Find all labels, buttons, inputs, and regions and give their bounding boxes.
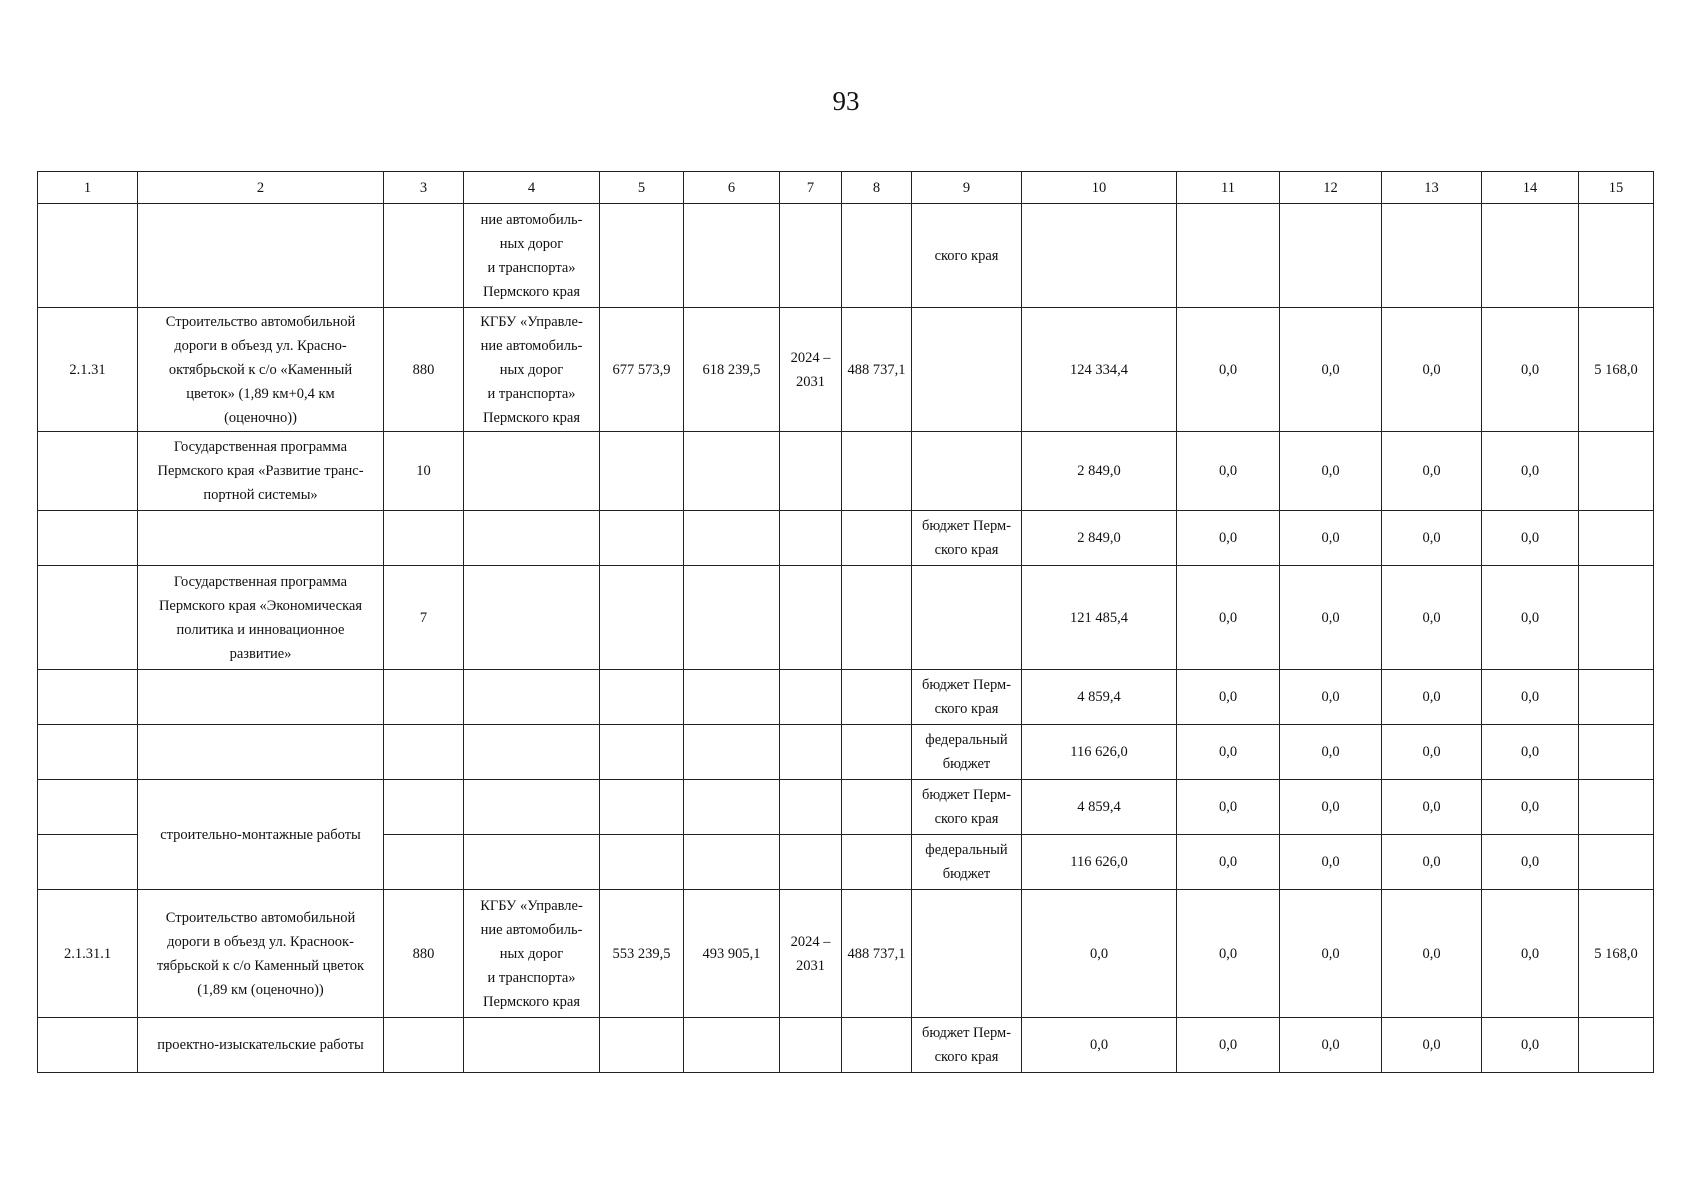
cell-col-10: 0,0 — [1022, 890, 1177, 1018]
cell-col-1 — [38, 670, 138, 725]
cell-col-7 — [780, 1018, 842, 1073]
cell-col-12: 0,0 — [1280, 566, 1382, 670]
table-row — [38, 670, 1654, 725]
cell-col-6 — [684, 511, 780, 566]
table-row — [38, 566, 1654, 670]
cell-col-6 — [684, 1018, 780, 1073]
cell-col-5: 677 573,9 — [600, 308, 684, 432]
cell-col-12: 0,0 — [1280, 670, 1382, 725]
cell-col-10: 2 849,0 — [1022, 511, 1177, 566]
column-header: 11 — [1177, 172, 1280, 204]
cell-col-12: 0,0 — [1280, 432, 1382, 511]
column-header: 12 — [1280, 172, 1382, 204]
cell-col-7 — [780, 670, 842, 725]
cell-col-6: 493 905,1 — [684, 890, 780, 1018]
cell-col-5 — [600, 1018, 684, 1073]
cell-col-9: бюджет Перм- ского края — [912, 1018, 1022, 1073]
cell-col-3 — [384, 780, 464, 835]
cell-col-12: 0,0 — [1280, 1018, 1382, 1073]
cell-col-9: бюджет Перм- ского края — [912, 670, 1022, 725]
cell-col-15 — [1579, 204, 1654, 308]
cell-col-4 — [464, 1018, 600, 1073]
cell-col-5 — [600, 432, 684, 511]
cell-col-7 — [780, 511, 842, 566]
column-header: 13 — [1382, 172, 1482, 204]
cell-col-3 — [384, 1018, 464, 1073]
cell-col-11: 0,0 — [1177, 1018, 1280, 1073]
cell-col-8 — [842, 204, 912, 308]
cell-col-1 — [38, 511, 138, 566]
cell-col-9: бюджет Перм- ского края — [912, 780, 1022, 835]
cell-col-9 — [912, 566, 1022, 670]
cell-col-2 — [138, 204, 384, 308]
cell-col-5 — [600, 204, 684, 308]
table-row — [38, 204, 1654, 308]
cell-col-13: 0,0 — [1382, 725, 1482, 780]
cell-col-5 — [600, 780, 684, 835]
column-header: 6 — [684, 172, 780, 204]
cell-col-6 — [684, 725, 780, 780]
cell-col-12: 0,0 — [1280, 780, 1382, 835]
cell-col-1: 2.1.31 — [38, 308, 138, 432]
cell-col-3: 880 — [384, 308, 464, 432]
cell-col-14: 0,0 — [1482, 835, 1579, 890]
cell-col-14: 0,0 — [1482, 308, 1579, 432]
cell-col-7: 2024 – 2031 — [780, 308, 842, 432]
cell-col-7 — [780, 432, 842, 511]
cell-col-3: 7 — [384, 566, 464, 670]
cell-col-1 — [38, 432, 138, 511]
cell-col-9: ского края — [912, 204, 1022, 308]
cell-col-7 — [780, 780, 842, 835]
cell-col-7 — [780, 725, 842, 780]
cell-col-15 — [1579, 835, 1654, 890]
cell-col-4: ние автомобиль- ных дорог и транспорта» Пермского края — [464, 204, 600, 308]
cell-col-14: 0,0 — [1482, 511, 1579, 566]
cell-col-13: 0,0 — [1382, 511, 1482, 566]
cell-col-14: 0,0 — [1482, 566, 1579, 670]
column-header: 4 — [464, 172, 600, 204]
cell-col-13: 0,0 — [1382, 308, 1482, 432]
cell-col-2 — [138, 725, 384, 780]
cell-col-8 — [842, 780, 912, 835]
cell-col-4 — [464, 511, 600, 566]
cell-col-10: 121 485,4 — [1022, 566, 1177, 670]
cell-col-1 — [38, 566, 138, 670]
cell-col-5 — [600, 835, 684, 890]
cell-col-4 — [464, 432, 600, 511]
table-row — [38, 511, 1654, 566]
cell-col-8 — [842, 1018, 912, 1073]
cell-col-14: 0,0 — [1482, 432, 1579, 511]
cell-col-14 — [1482, 204, 1579, 308]
cell-col-11 — [1177, 204, 1280, 308]
column-number-row — [38, 172, 1654, 204]
column-header: 15 — [1579, 172, 1654, 204]
cell-col-10: 4 859,4 — [1022, 780, 1177, 835]
cell-col-12: 0,0 — [1280, 308, 1382, 432]
cell-col-1 — [38, 725, 138, 780]
cell-col-2: проектно-изыскательские работы — [138, 1018, 384, 1073]
cell-col-4 — [464, 780, 600, 835]
cell-col-14: 0,0 — [1482, 725, 1579, 780]
cell-col-15: 5 168,0 — [1579, 308, 1654, 432]
column-header: 3 — [384, 172, 464, 204]
cell-col-11: 0,0 — [1177, 308, 1280, 432]
column-header: 10 — [1022, 172, 1177, 204]
cell-col-15 — [1579, 725, 1654, 780]
cell-col-5: 553 239,5 — [600, 890, 684, 1018]
cell-col-2: строительно-монтажные работы — [138, 780, 384, 890]
cell-col-4: КГБУ «Управле- ние автомобиль- ных дорог и транспорта» Пермского края — [464, 308, 600, 432]
cell-col-7: 2024 – 2031 — [780, 890, 842, 1018]
cell-col-4 — [464, 566, 600, 670]
cell-col-11: 0,0 — [1177, 511, 1280, 566]
cell-col-14: 0,0 — [1482, 670, 1579, 725]
cell-col-12: 0,0 — [1280, 890, 1382, 1018]
cell-col-6 — [684, 780, 780, 835]
cell-col-15 — [1579, 780, 1654, 835]
cell-col-4 — [464, 835, 600, 890]
cell-col-10: 4 859,4 — [1022, 670, 1177, 725]
cell-col-3: 880 — [384, 890, 464, 1018]
cell-col-12 — [1280, 204, 1382, 308]
cell-col-8: 488 737,1 — [842, 308, 912, 432]
cell-col-15 — [1579, 670, 1654, 725]
column-header: 2 — [138, 172, 384, 204]
cell-col-9: федеральный бюджет — [912, 725, 1022, 780]
cell-col-2 — [138, 511, 384, 566]
cell-col-13: 0,0 — [1382, 566, 1482, 670]
cell-col-2: Государственная программа Пермского края «Развитие транс- портной системы» — [138, 432, 384, 511]
cell-col-5 — [600, 725, 684, 780]
cell-col-11: 0,0 — [1177, 780, 1280, 835]
cell-col-6 — [684, 204, 780, 308]
cell-col-5 — [600, 670, 684, 725]
cell-col-3 — [384, 511, 464, 566]
cell-col-10: 2 849,0 — [1022, 432, 1177, 511]
cell-col-2 — [138, 670, 384, 725]
cell-col-6 — [684, 432, 780, 511]
cell-col-10: 124 334,4 — [1022, 308, 1177, 432]
cell-col-15: 5 168,0 — [1579, 890, 1654, 1018]
cell-col-11: 0,0 — [1177, 890, 1280, 1018]
cell-col-10: 116 626,0 — [1022, 725, 1177, 780]
cell-col-12: 0,0 — [1280, 835, 1382, 890]
cell-col-12: 0,0 — [1280, 511, 1382, 566]
budget-table — [37, 171, 1654, 1073]
cell-col-11: 0,0 — [1177, 432, 1280, 511]
cell-col-14: 0,0 — [1482, 1018, 1579, 1073]
table-row — [38, 725, 1654, 780]
cell-col-7 — [780, 835, 842, 890]
cell-col-1 — [38, 1018, 138, 1073]
cell-col-14: 0,0 — [1482, 780, 1579, 835]
cell-col-3: 10 — [384, 432, 464, 511]
cell-col-13: 0,0 — [1382, 432, 1482, 511]
cell-col-4 — [464, 725, 600, 780]
cell-col-13: 0,0 — [1382, 780, 1482, 835]
table-row — [38, 780, 1654, 835]
cell-col-8 — [842, 432, 912, 511]
cell-col-13 — [1382, 204, 1482, 308]
cell-col-4 — [464, 670, 600, 725]
cell-col-14: 0,0 — [1482, 890, 1579, 1018]
column-header: 7 — [780, 172, 842, 204]
cell-col-3 — [384, 670, 464, 725]
cell-col-2: Государственная программа Пермского края «Экономическая политика и инновационное развитие» — [138, 566, 384, 670]
cell-col-1 — [38, 835, 138, 890]
page-number: 93 — [832, 86, 860, 116]
cell-col-8 — [842, 511, 912, 566]
cell-col-9 — [912, 890, 1022, 1018]
cell-col-7 — [780, 566, 842, 670]
cell-col-10 — [1022, 204, 1177, 308]
cell-col-15 — [1579, 566, 1654, 670]
cell-col-13: 0,0 — [1382, 670, 1482, 725]
cell-col-3 — [384, 835, 464, 890]
cell-col-11: 0,0 — [1177, 670, 1280, 725]
cell-col-13: 0,0 — [1382, 835, 1482, 890]
cell-col-4: КГБУ «Управле- ние автомобиль- ных дорог и транспорта» Пермского края — [464, 890, 600, 1018]
cell-col-15 — [1579, 1018, 1654, 1073]
cell-col-9 — [912, 432, 1022, 511]
cell-col-11: 0,0 — [1177, 725, 1280, 780]
cell-col-13: 0,0 — [1382, 890, 1482, 1018]
column-header: 9 — [912, 172, 1022, 204]
cell-col-15 — [1579, 432, 1654, 511]
cell-col-8 — [842, 725, 912, 780]
cell-col-6 — [684, 566, 780, 670]
cell-col-9: бюджет Перм- ского края — [912, 511, 1022, 566]
column-header: 14 — [1482, 172, 1579, 204]
cell-col-15 — [1579, 511, 1654, 566]
cell-col-1 — [38, 204, 138, 308]
cell-col-2: Строительство автомобильной дороги в объезд ул. Красноок- тябрьской к с/о Каменный цветок (1,89 км (оценочно)) — [138, 890, 384, 1018]
table-row — [38, 308, 1654, 432]
cell-col-10: 0,0 — [1022, 1018, 1177, 1073]
table-row — [38, 890, 1654, 1018]
cell-col-8 — [842, 835, 912, 890]
cell-col-3 — [384, 204, 464, 308]
cell-col-9: федеральный бюджет — [912, 835, 1022, 890]
cell-col-11: 0,0 — [1177, 566, 1280, 670]
column-header: 5 — [600, 172, 684, 204]
cell-col-6: 618 239,5 — [684, 308, 780, 432]
column-header: 8 — [842, 172, 912, 204]
cell-col-10: 116 626,0 — [1022, 835, 1177, 890]
cell-col-1 — [38, 780, 138, 835]
cell-col-13: 0,0 — [1382, 1018, 1482, 1073]
cell-col-6 — [684, 835, 780, 890]
cell-col-2: Строительство автомобильной дороги в объезд ул. Красно- октябрьской к с/о «Каменный цветок» (1,89 км+0,4 км (оценочно)) — [138, 308, 384, 432]
cell-col-3 — [384, 725, 464, 780]
table-row — [38, 1018, 1654, 1073]
cell-col-5 — [600, 511, 684, 566]
cell-col-8: 488 737,1 — [842, 890, 912, 1018]
cell-col-8 — [842, 670, 912, 725]
cell-col-7 — [780, 204, 842, 308]
table-row — [38, 432, 1654, 511]
cell-col-1: 2.1.31.1 — [38, 890, 138, 1018]
column-header: 1 — [38, 172, 138, 204]
cell-col-8 — [842, 566, 912, 670]
cell-col-5 — [600, 566, 684, 670]
cell-col-6 — [684, 670, 780, 725]
cell-col-11: 0,0 — [1177, 835, 1280, 890]
cell-col-9 — [912, 308, 1022, 432]
cell-col-12: 0,0 — [1280, 725, 1382, 780]
